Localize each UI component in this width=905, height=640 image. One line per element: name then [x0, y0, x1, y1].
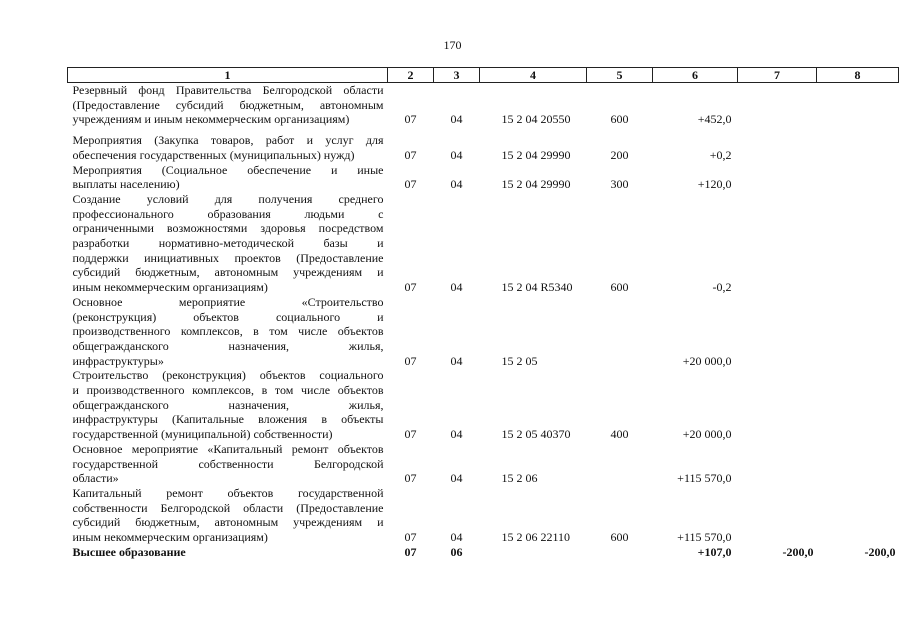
- table-row: [68, 545, 899, 560]
- row-name-line: выплаты населению): [72, 177, 180, 192]
- row-value-7: [738, 192, 817, 295]
- row-name: [68, 368, 388, 442]
- row-rz: 07: [404, 112, 417, 127]
- row-value-6: +107,0: [697, 544, 732, 559]
- row-name: [68, 442, 388, 486]
- table-row: [68, 83, 899, 128]
- row-value-6: +120,0: [697, 177, 732, 192]
- row-name-line: Высшее образование: [72, 544, 186, 559]
- row-value-6: -0,2: [712, 280, 732, 295]
- row-pr: 04: [450, 112, 463, 127]
- row-value-8: [817, 486, 899, 545]
- row-value-6: +20 000,0: [682, 427, 732, 442]
- row-value-6: +115 570,0: [677, 471, 732, 486]
- row-name-line: Капитальный ремонт объектов государственной: [72, 485, 384, 500]
- row-name-line: (Предоставление субсидий бюджетным, автономным: [72, 97, 384, 112]
- row-rz: 07: [404, 353, 417, 368]
- row-name-line: собственности Белгородской области (Предоставление: [72, 500, 384, 515]
- row-name-line: обеспечения государственных (муниципальных) нужд): [72, 147, 355, 162]
- row-pr: 04: [450, 147, 463, 162]
- row-rz: 07: [404, 147, 417, 162]
- row-value-8: [817, 83, 899, 128]
- header-cell-pr: 3: [434, 68, 480, 83]
- row-vr: [587, 545, 653, 560]
- row-csr: 15 2 06 22110: [501, 530, 571, 545]
- row-name-line: учреждениям и иным некоммерческим организациям): [72, 112, 350, 127]
- row-pr: 04: [450, 471, 463, 486]
- table-row: [68, 368, 899, 442]
- row-vr: 600: [610, 530, 629, 545]
- row-name-line: общегражданского назначения, жилья,: [72, 338, 384, 353]
- row-name-line: Мероприятия (Социальное обеспечение и иные: [72, 162, 384, 177]
- row-name-line: ограниченными возможностями здоровья посредством: [72, 221, 384, 236]
- table-row: [68, 486, 899, 545]
- row-name-line: Создание условий для получения среднего: [72, 191, 384, 206]
- row-pr: 04: [450, 353, 463, 368]
- row-name-line: области»: [72, 471, 119, 486]
- row-value-8: [817, 295, 899, 369]
- row-value-8: [817, 133, 899, 162]
- row-value-8: -200,0: [864, 544, 896, 559]
- row-csr: 15 2 05 40370: [501, 427, 571, 442]
- row-value-7: [738, 442, 817, 486]
- row-value-7: [738, 295, 817, 369]
- row-rz: 07: [404, 427, 417, 442]
- row-name-line: (реконструкция) объектов социального и: [72, 309, 384, 324]
- row-csr: [480, 545, 587, 560]
- header-cell-col8: 8: [817, 68, 899, 83]
- row-name-line: и производственного комплексов, в том числе объектов: [72, 383, 384, 398]
- row-vr: 400: [610, 427, 629, 442]
- header-cell-name: 1: [68, 68, 388, 83]
- row-csr: 15 2 04 R5340: [501, 280, 573, 295]
- header-cell-col6: 6: [653, 68, 738, 83]
- row-csr: 15 2 06: [501, 471, 538, 486]
- row-name-line: инфраструктуры (Капитальные вложения в объекты: [72, 412, 384, 427]
- table-row: [68, 442, 899, 486]
- table-row: [68, 133, 899, 162]
- row-csr: 15 2 04 20550: [501, 112, 571, 127]
- row-vr: 200: [610, 147, 629, 162]
- row-name-line: общегражданского назначения, жилья,: [72, 397, 384, 412]
- row-name: [68, 83, 388, 128]
- row-vr: [587, 442, 653, 486]
- row-value-6: +452,0: [697, 112, 732, 127]
- row-pr: 04: [450, 280, 463, 295]
- row-name-line: Основное мероприятие «Строительство: [72, 294, 384, 309]
- row-name-line: Мероприятия (Закупка товаров, работ и услуг для: [72, 133, 384, 148]
- row-value-7: [738, 163, 817, 192]
- row-value-6: +0,2: [709, 147, 732, 162]
- row-name-line: инфраструктуры»: [72, 353, 164, 368]
- row-name-line: производственного комплексов, в том числе объектов: [72, 324, 384, 339]
- row-rz: 07: [404, 177, 417, 192]
- row-name: [68, 163, 388, 192]
- row-value-7: [738, 83, 817, 128]
- row-name-line: субсидий бюджетным, автономным учреждениям и: [72, 515, 384, 530]
- row-rz: 07: [404, 530, 417, 545]
- row-rz: 07: [404, 471, 417, 486]
- table-row: [68, 295, 899, 369]
- row-pr: 04: [450, 177, 463, 192]
- row-vr: [587, 295, 653, 369]
- table-row: [68, 163, 899, 192]
- row-csr: 15 2 05: [501, 353, 538, 368]
- row-name: [68, 133, 388, 162]
- row-value-7: -200,0: [782, 544, 814, 559]
- table-body: [68, 83, 899, 560]
- row-name-line: государственной (муниципальной) собственности): [72, 427, 333, 442]
- row-value-7: [738, 368, 817, 442]
- row-rz: 07: [404, 280, 417, 295]
- row-value-6: +115 570,0: [677, 530, 732, 545]
- row-value-8: [817, 192, 899, 295]
- row-value-8: [817, 442, 899, 486]
- row-name-line: Строительство (реконструкция) объектов социального: [72, 368, 384, 383]
- row-name: [68, 486, 388, 545]
- budget-table: [67, 67, 899, 560]
- row-name-line: Основное мероприятие «Капитальный ремонт объектов: [72, 441, 384, 456]
- row-name: [68, 295, 388, 369]
- row-value-8: [817, 368, 899, 442]
- row-vr: 600: [610, 280, 629, 295]
- row-name-line: иным некоммерческим организациям): [72, 280, 268, 295]
- header-cell-col7: 7: [738, 68, 817, 83]
- row-csr: 15 2 04 29990: [501, 177, 571, 192]
- row-vr: 300: [610, 177, 629, 192]
- row-name-line: поддержки инициативных проектов (Предоставление: [72, 250, 384, 265]
- header-cell-rz: 2: [388, 68, 434, 83]
- row-value-7: [738, 486, 817, 545]
- row-name-line: субсидий бюджетным, автономным учреждениям и: [72, 265, 384, 280]
- row-name-line: государственной собственности Белгородской: [72, 456, 384, 471]
- row-rz: 07: [404, 544, 417, 559]
- row-value-7: [738, 133, 817, 162]
- row-vr: 600: [610, 112, 629, 127]
- page-number: 170: [443, 38, 462, 52]
- row-value-6: +20 000,0: [682, 353, 732, 368]
- row-name-line: иным некоммерческим организациям): [72, 530, 268, 545]
- row-pr: 04: [450, 530, 463, 545]
- header-cell-csr: 4: [480, 68, 587, 83]
- header-row: [68, 68, 899, 83]
- header-cell-vr: 5: [587, 68, 653, 83]
- row-name: [68, 192, 388, 295]
- row-pr: 04: [450, 427, 463, 442]
- row-pr: 06: [450, 544, 463, 559]
- row-value-8: [817, 163, 899, 192]
- table-row: [68, 192, 899, 295]
- row-name-line: Резервный фонд Правительства Белгородской области: [72, 83, 384, 97]
- row-name-line: профессионального образования людьми с: [72, 206, 384, 221]
- row-name-line: разработки нормативно-методической базы и: [72, 236, 384, 251]
- row-name: [68, 545, 388, 560]
- row-csr: 15 2 04 29990: [501, 147, 571, 162]
